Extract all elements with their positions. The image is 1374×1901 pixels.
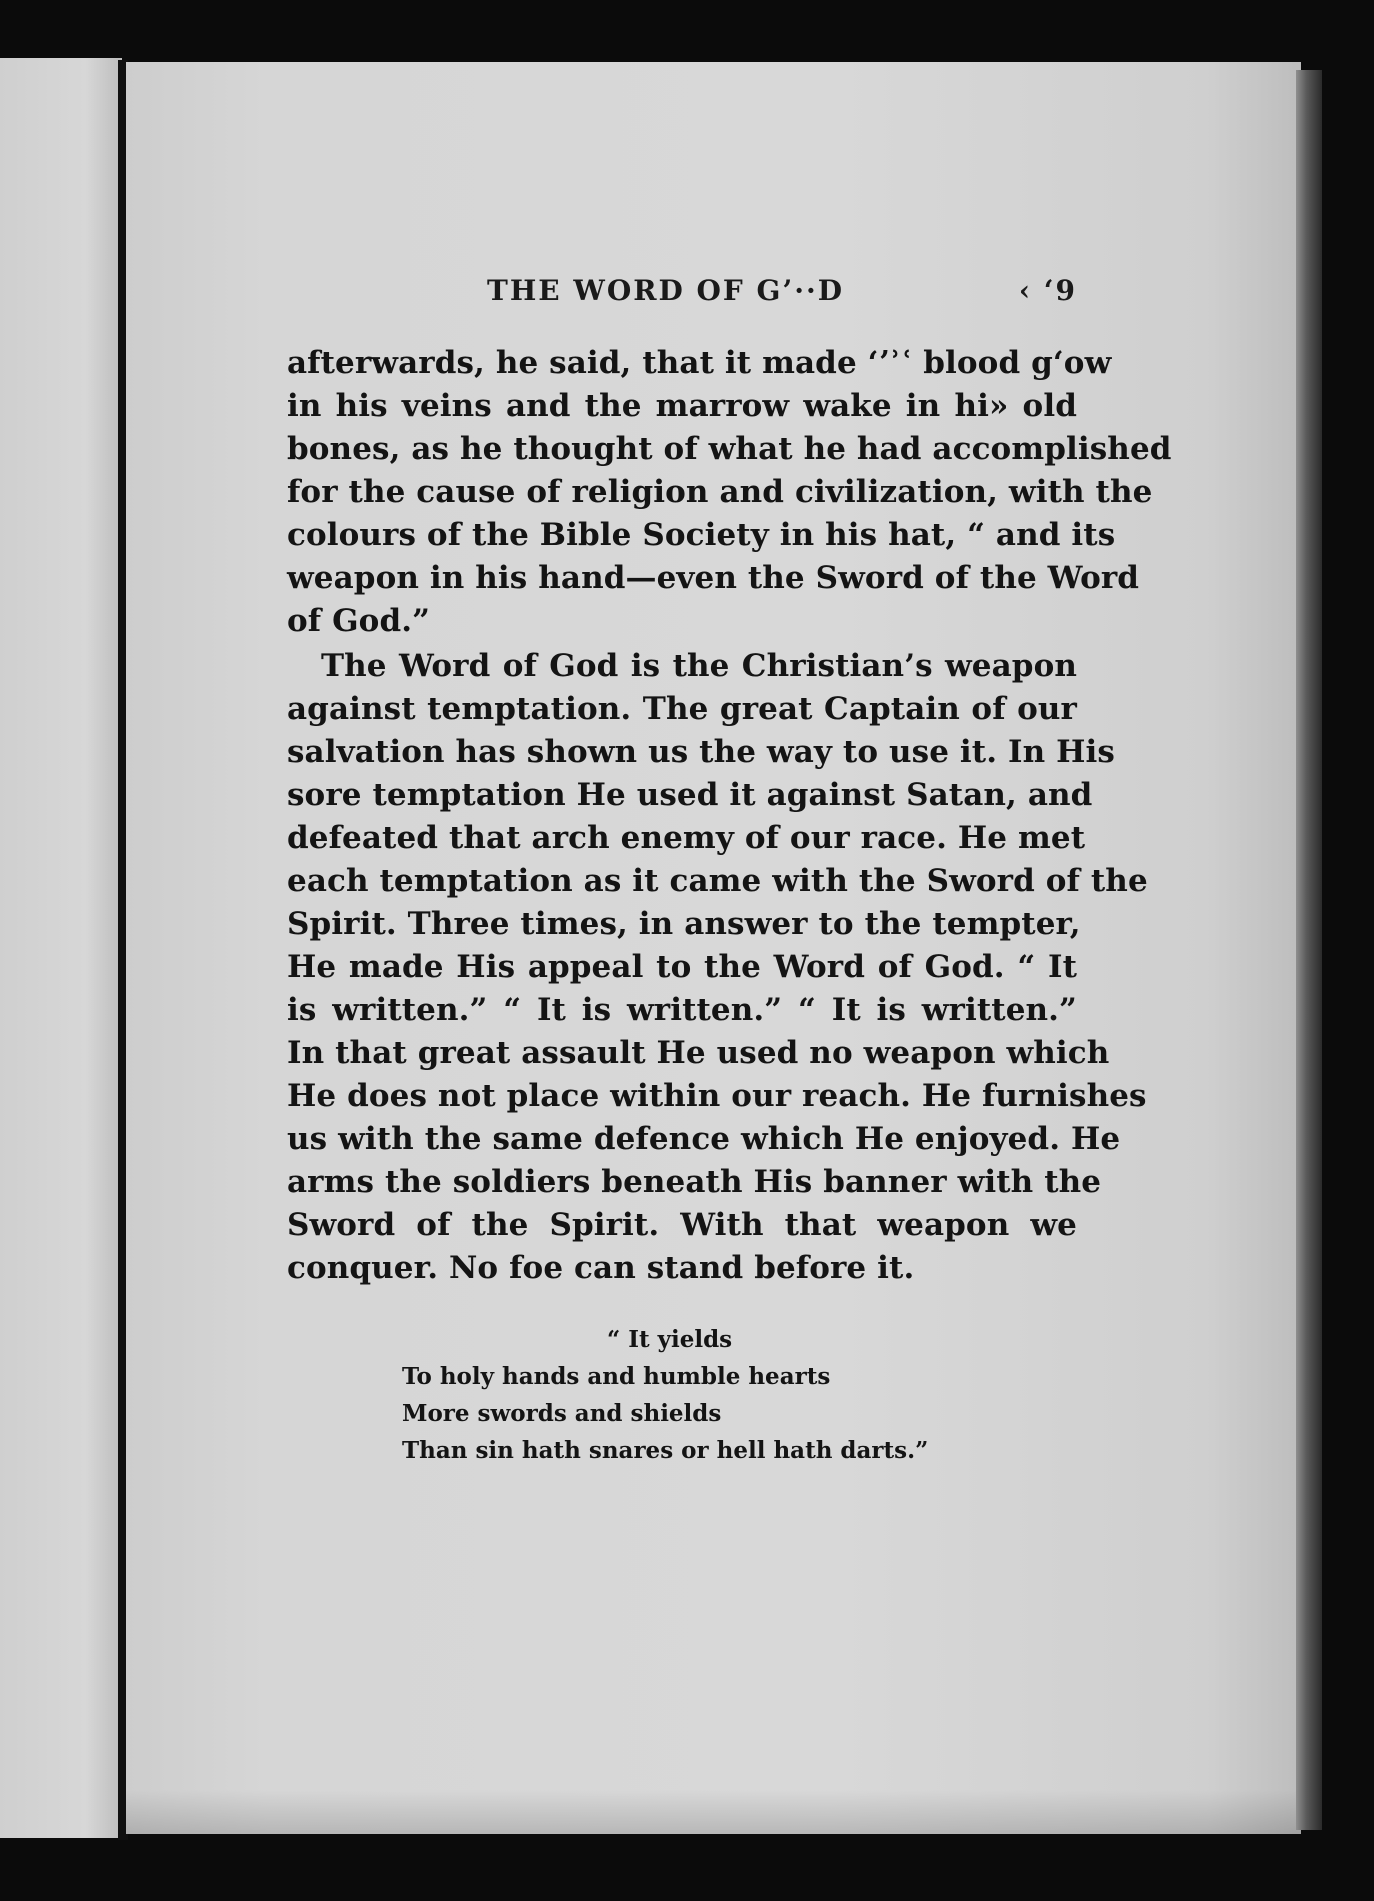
page-fore-edge	[1296, 70, 1322, 1830]
facing-page-edge	[0, 58, 122, 1838]
body-line: each temptation as it came with the Sword of the	[287, 863, 1148, 899]
body-line: The Word of God is the Christian’s weapon	[321, 648, 1077, 684]
body-line: bones, as he thought of what he had accomplished	[287, 431, 1172, 467]
body-line: is written.” “ It is written.” “ It is written.”	[287, 992, 1077, 1028]
body-line: In that great assault He used no weapon which	[287, 1035, 1110, 1071]
verse-line: More swords and shields	[402, 1400, 722, 1427]
body-line: conquer. No foe can stand before it.	[287, 1250, 915, 1286]
verse-line: “ It yields	[607, 1326, 733, 1353]
body-line: sore temptation He used it against Satan, and	[287, 777, 1093, 813]
body-line: defeated that arch enemy of our race. He met	[287, 820, 1086, 856]
body-line: weapon in his hand—even the Sword of the Word	[287, 560, 1140, 596]
running-title: THE WORD OF G’··D	[487, 274, 844, 307]
body-line: He does not place within our reach. He furnishes	[287, 1078, 1147, 1114]
body-line: of God.”	[287, 603, 431, 639]
body-line: in his veins and the marrow wake in hi» old	[287, 388, 1077, 424]
body-line: He made His appeal to the Word of God. “ It	[287, 949, 1077, 985]
body-line: arms the soldiers beneath His banner with the	[287, 1164, 1102, 1200]
body-line: Spirit. Three times, in answer to the tempter,	[287, 906, 1081, 942]
body-line: colours of the Bible Society in his hat, “ and its	[287, 517, 1116, 553]
page-number: ‹ ‘9	[1018, 274, 1077, 307]
verse-line: Than sin hath snares or hell hath darts.”	[402, 1437, 929, 1464]
running-head	[287, 270, 1077, 310]
body-line: Sword of the Spirit. With that weapon we	[287, 1207, 1077, 1243]
body-line: for the cause of religion and civilization, with the	[287, 474, 1153, 510]
body-line: against temptation. The great Captain of our	[287, 691, 1077, 727]
body-line: salvation has shown us the way to use it. In His	[287, 734, 1115, 770]
page-shadow	[126, 1790, 1301, 1834]
body-line: us with the same defence which He enjoyed. He	[287, 1121, 1121, 1157]
body-line: afterwards, he said, that it made ʻʼʾʿ blood g‘ow	[287, 345, 1112, 381]
verse-line: To holy hands and humble hearts	[402, 1363, 831, 1390]
